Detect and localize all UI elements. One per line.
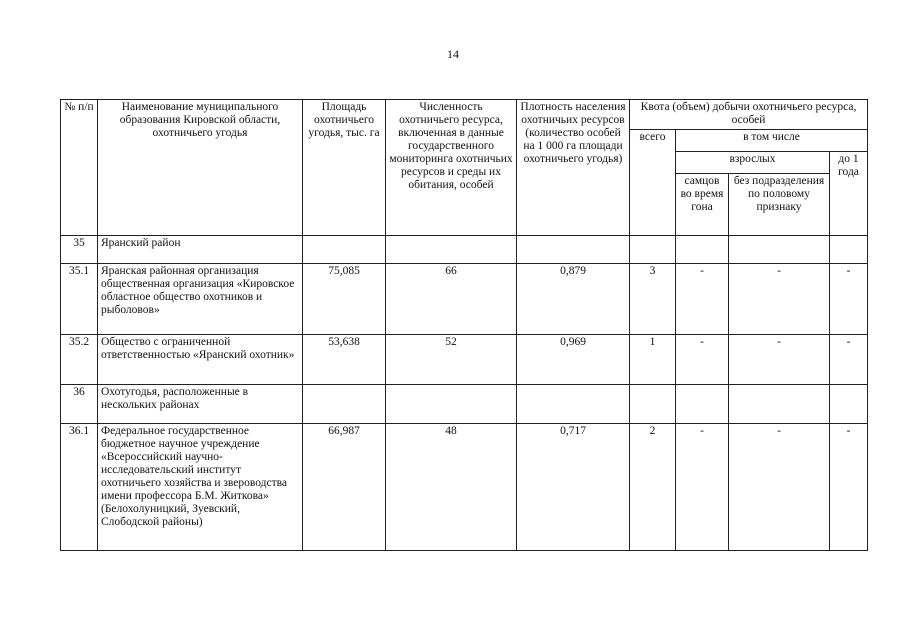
row-name: Федеральное государственное бюджетное научное учреждение «Всероссийский научно-исследовательский институт охотничьего хозяйства и звероводства имени профессора Б.М. Житкова» (Белохолуницкий, Зуевский, Слободской районы) <box>98 424 303 551</box>
row-no: 36.1 <box>61 424 98 551</box>
header-males: самцов во время гона <box>676 174 729 236</box>
quota-table <box>60 99 868 551</box>
page-number: 14 <box>447 47 459 61</box>
header-density: Плотность населения охотничьих ресурсов (количество особей на 1 000 га площади охотничьего угодья) <box>517 100 630 236</box>
row-area <box>303 385 386 424</box>
table-row <box>61 335 868 385</box>
table-row <box>61 264 868 335</box>
row-area: 75,085 <box>303 264 386 335</box>
row-males: - <box>676 264 729 335</box>
header-total: всего <box>630 130 676 236</box>
row-name: Общество с ограниченной ответственностью «Яранский охотник» <box>98 335 303 385</box>
row-name: Яранский район <box>98 236 303 264</box>
row-area: 53,638 <box>303 335 386 385</box>
header-quota: Квота (объем) добычи охотничьего ресурса, особей <box>630 100 868 130</box>
row-total: 1 <box>630 335 676 385</box>
row-nosex <box>729 385 830 424</box>
row-name: Яранская районная организация общественная организация «Кировское областное общество охотников и рыболовов» <box>98 264 303 335</box>
table-row <box>61 236 868 264</box>
row-nosex: - <box>729 335 830 385</box>
row-under1: - <box>830 264 868 335</box>
row-under1: - <box>830 335 868 385</box>
row-total <box>630 236 676 264</box>
row-no: 36 <box>61 385 98 424</box>
row-count: 52 <box>386 335 517 385</box>
row-males <box>676 385 729 424</box>
row-nosex: - <box>729 424 830 551</box>
header-count: Численность охотничьего ресурса, включенная в данные государственного мониторинга охотничьих ресурсов и среды их обитания, особей <box>386 100 517 236</box>
row-nosex: - <box>729 264 830 335</box>
row-count: 48 <box>386 424 517 551</box>
table-row <box>61 424 868 551</box>
header-area: Площадь охотничьего угодья, тыс. га <box>303 100 386 236</box>
row-under1 <box>830 236 868 264</box>
row-males: - <box>676 424 729 551</box>
header-adults: взрослых <box>676 152 830 174</box>
table-row <box>61 385 868 424</box>
row-area <box>303 236 386 264</box>
row-density: 0,879 <box>517 264 630 335</box>
row-name: Охотугодья, расположенные в нескольких районах <box>98 385 303 424</box>
row-under1: - <box>830 424 868 551</box>
row-under1 <box>830 385 868 424</box>
row-density <box>517 385 630 424</box>
row-area: 66,987 <box>303 424 386 551</box>
row-males: - <box>676 335 729 385</box>
row-total: 2 <box>630 424 676 551</box>
table-body <box>61 236 868 551</box>
row-males <box>676 236 729 264</box>
row-density <box>517 236 630 264</box>
header-under1: до 1 года <box>830 152 868 236</box>
row-count <box>386 236 517 264</box>
header-including: в том числе <box>676 130 868 152</box>
row-no: 35.2 <box>61 335 98 385</box>
header-nosex: без подразделения по половому признаку <box>729 174 830 236</box>
header-no: № п/п <box>61 100 98 236</box>
row-count: 66 <box>386 264 517 335</box>
row-total: 3 <box>630 264 676 335</box>
header-name: Наименование муниципального образования Кировской области, охотничьего угодья <box>98 100 303 236</box>
row-nosex <box>729 236 830 264</box>
table-header <box>61 100 868 236</box>
row-no: 35.1 <box>61 264 98 335</box>
row-density: 0,969 <box>517 335 630 385</box>
row-total <box>630 385 676 424</box>
row-density: 0,717 <box>517 424 630 551</box>
row-count <box>386 385 517 424</box>
row-no: 35 <box>61 236 98 264</box>
